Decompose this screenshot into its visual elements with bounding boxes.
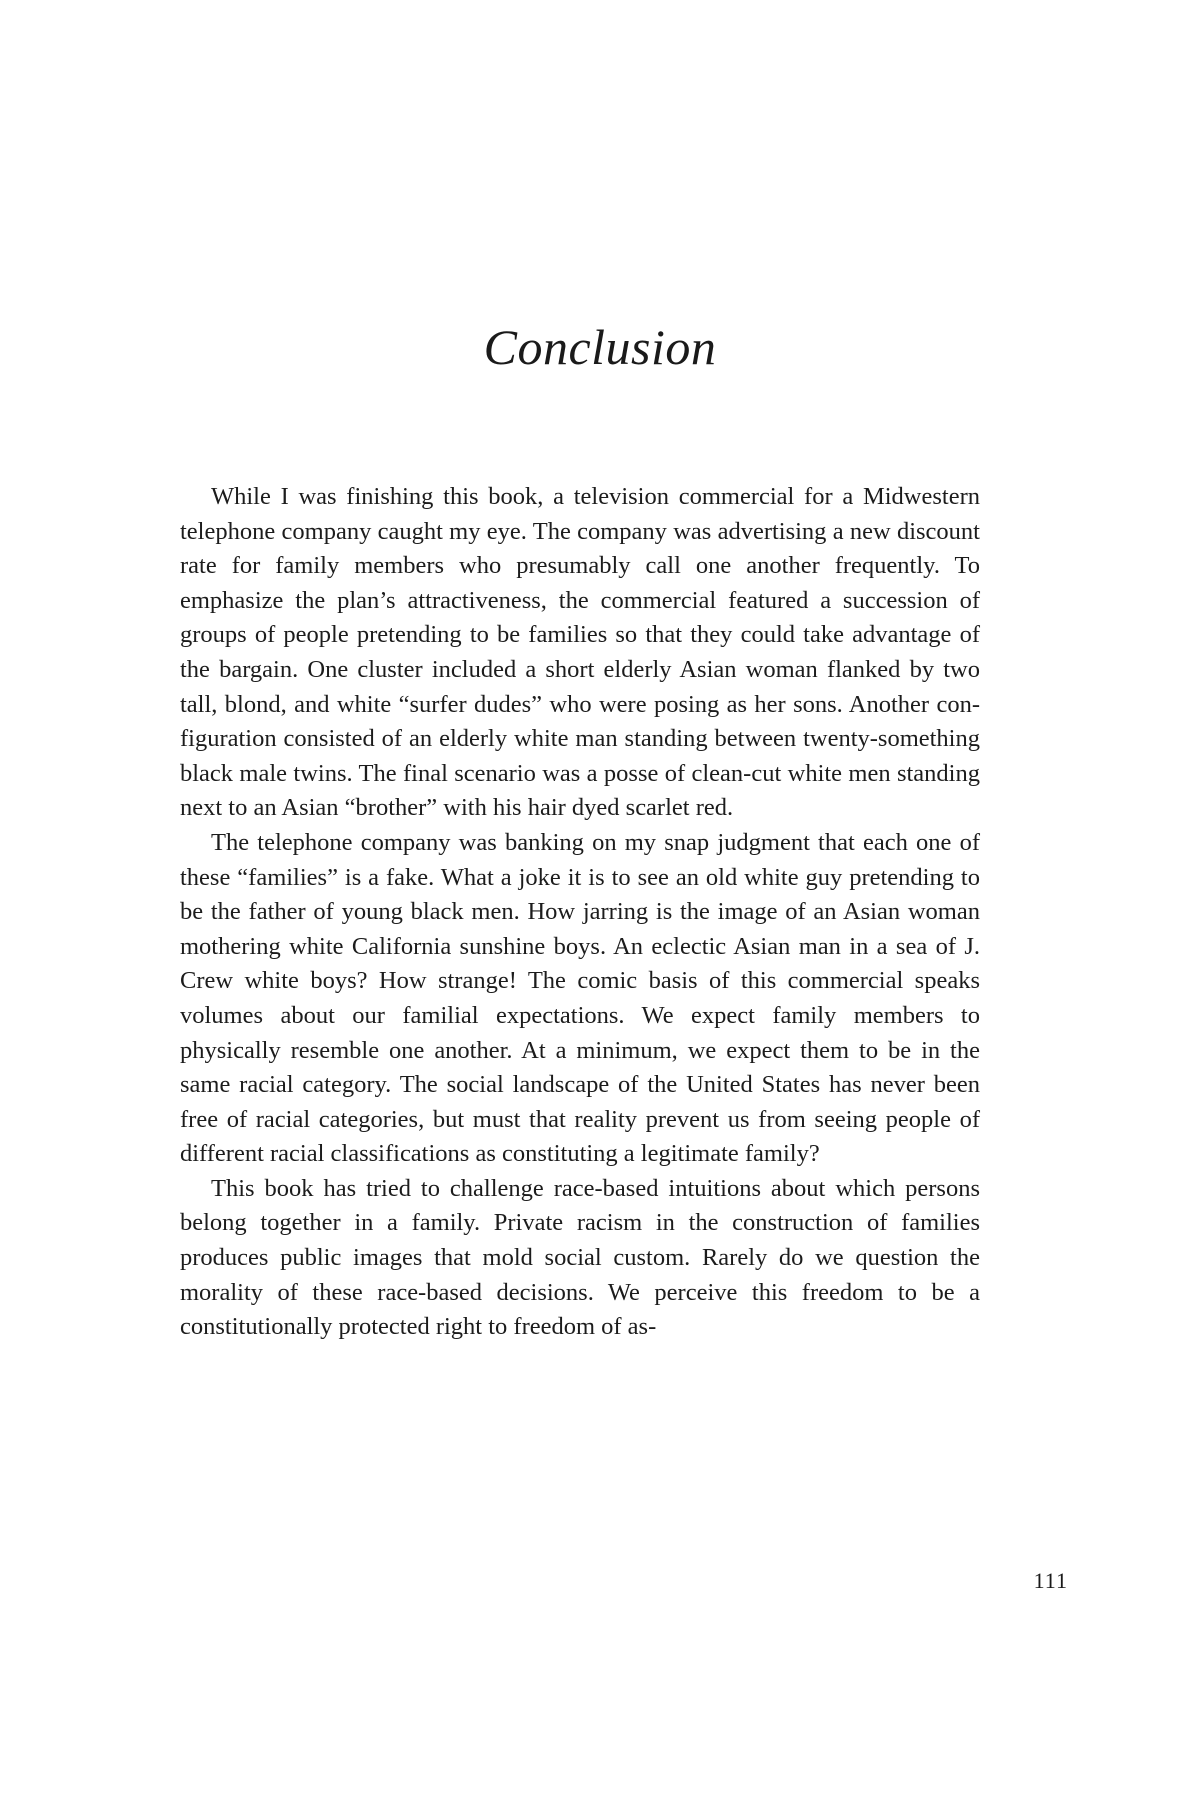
page-number: 111 <box>1033 1568 1068 1593</box>
paragraph: The telephone company was banking on my snap judgment that each one of these “families” is a fake. What a joke it is to see an old white guy pretending to be the father of young black men. How jarring is the image of an Asian woman mothering white California sunshine boys. An eclectic Asian man in a sea of J. Crew white boys? How strange! The comic basis of this commercial speaks volumes about our familial expectations. We expect family members to physically resemble one another. At a minimum, we expect them to be in the same racial category. The social landscape of the United States has never been free of racial categories, but must that reality prevent us from seeing people of different racial classifications as constituting a legitimate family? <box>180 828 980 1168</box>
paragraph: This book has tried to challenge race-based intuitions about which persons belong together in a family. Private racism in the construction of families produces public images that mold social custom. Rarely do we question the morality of these race-based decisions. We perceive this freedom to be a constitutionally protected right to freedom of as- <box>180 1174 980 1341</box>
body-text <box>180 480 980 1345</box>
paragraph: While I was finishing this book, a television commercial for a Midwestern telephone company caught my eye. The company was advertising a new discount rate for family members who presumably call one another frequently. To emphasize the plan’s attractiveness, the commercial featured a succession of groups of people pretending to be families so that they could take advantage of the bargain. One cluster included a short elderly Asian woman flanked by two tall, blond, and white “surfer dudes” who were posing as her sons. Another configuration consisted of an elderly white man standing between twenty-something black male twins. The final scenario was a posse of clean-cut white men standing next to an Asian “brother” with his hair dyed scarlet red. <box>180 483 980 822</box>
chapter-title: Conclusion <box>483 319 717 375</box>
